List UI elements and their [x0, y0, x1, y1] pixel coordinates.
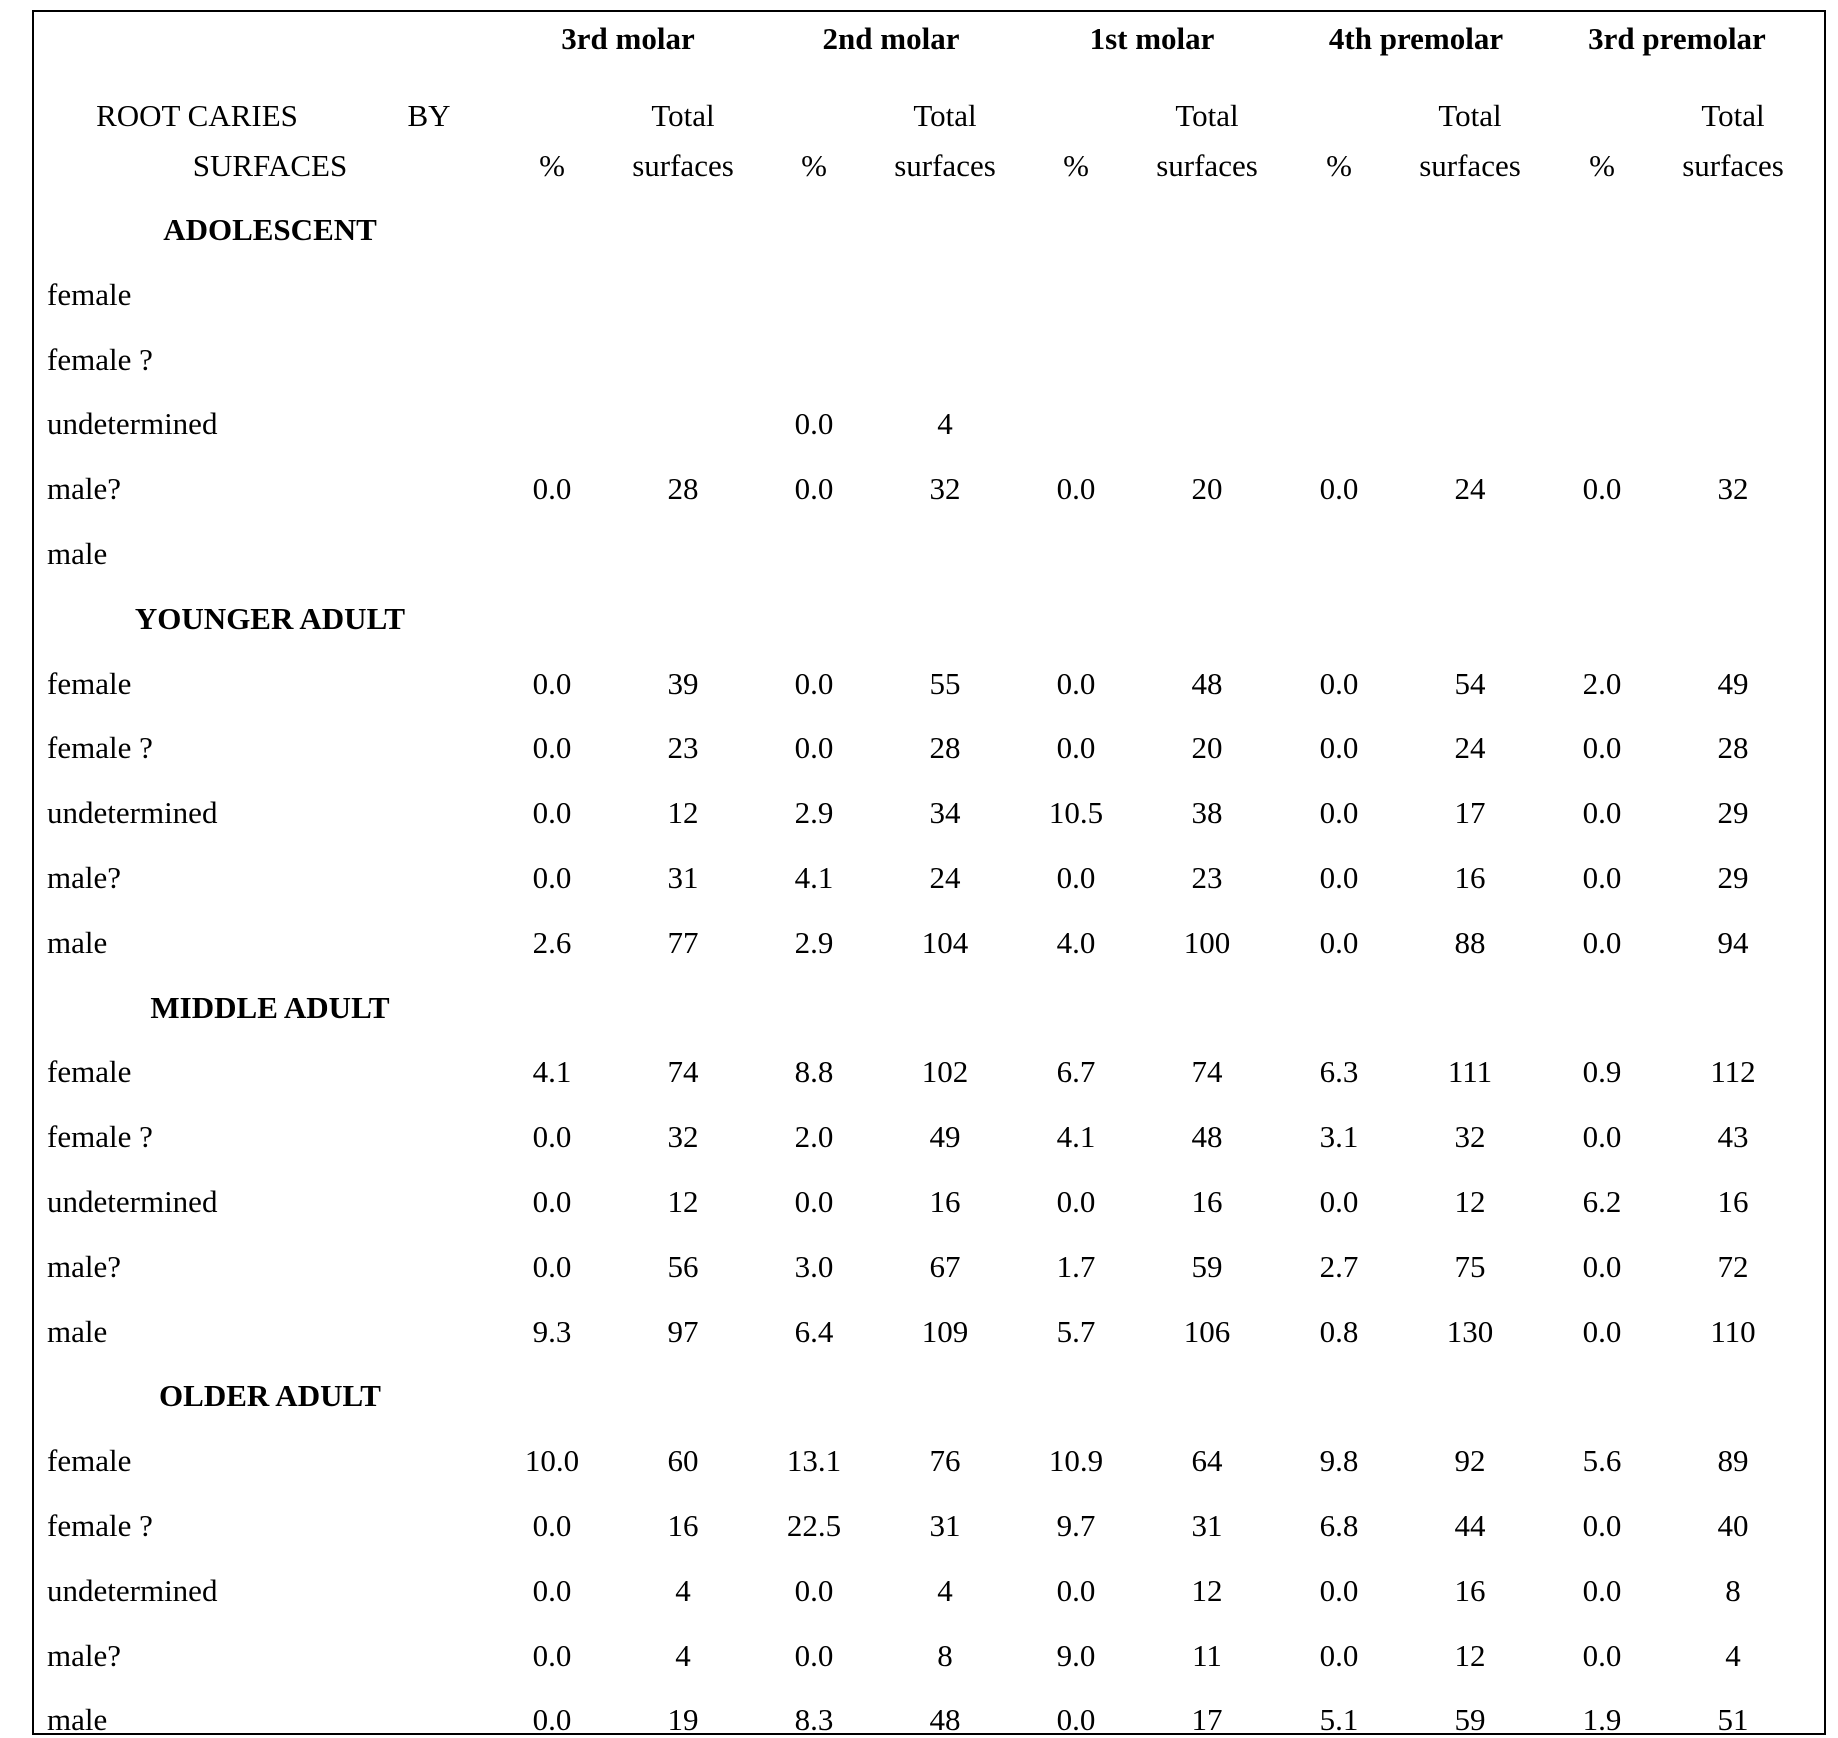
total-cell: 34 — [929, 795, 961, 831]
total-cell: 56 — [667, 1248, 699, 1284]
pct-column-header: % — [539, 148, 565, 183]
total-cell: 16 — [1191, 1184, 1223, 1219]
pct-cell: 5.1 — [1319, 1702, 1359, 1738]
pct-cell: 6.4 — [794, 1313, 834, 1349]
pct-cell: 0.0 — [1582, 1508, 1622, 1543]
total-column-header: Total — [913, 98, 977, 133]
tooth-header: 2nd molar — [822, 21, 960, 56]
pct-cell: 4.0 — [1056, 924, 1096, 960]
row-label: undetermined — [47, 795, 218, 831]
pct-cell: 3.0 — [794, 1248, 834, 1284]
tooth-header: 4th premolar — [1328, 21, 1504, 56]
total-cell: 102 — [921, 1054, 969, 1090]
pct-cell: 0.0 — [1319, 1184, 1359, 1219]
surfaces-column-header: surfaces — [632, 148, 734, 183]
total-cell: 100 — [1183, 924, 1231, 960]
total-column-header: Total — [1701, 98, 1765, 133]
pct-cell: 22.5 — [786, 1508, 842, 1543]
pct-cell: 0.0 — [1582, 1637, 1622, 1673]
pct-cell: 0.0 — [1056, 1702, 1096, 1738]
pct-cell: 5.6 — [1582, 1443, 1622, 1479]
row-label: male — [47, 924, 108, 960]
row-label: male — [47, 1702, 108, 1738]
total-cell: 40 — [1717, 1508, 1749, 1543]
pct-cell: 0.0 — [1056, 730, 1096, 766]
pct-cell: 0.0 — [1319, 924, 1359, 960]
pct-cell: 0.0 — [532, 1508, 572, 1543]
pct-cell: 0.0 — [1582, 795, 1622, 831]
pct-cell: 1.9 — [1582, 1702, 1622, 1738]
total-cell: 32 — [667, 1119, 699, 1155]
total-column-header: Total — [1438, 98, 1502, 133]
row-label: female ? — [47, 341, 153, 377]
pct-cell: 0.0 — [532, 1572, 572, 1608]
total-cell: 28 — [667, 471, 699, 507]
pct-cell: 0.0 — [1582, 471, 1622, 507]
pct-cell: 6.3 — [1319, 1054, 1359, 1090]
total-cell: 104 — [921, 924, 969, 960]
total-cell: 43 — [1717, 1119, 1749, 1155]
total-cell: 94 — [1717, 924, 1749, 960]
row-label: undetermined — [47, 1184, 218, 1219]
pct-cell: 4.1 — [794, 860, 834, 895]
total-cell: 17 — [1454, 795, 1486, 831]
pct-cell: 0.0 — [1319, 1637, 1359, 1673]
pct-cell: 0.0 — [532, 1119, 572, 1155]
root-caries-table — [32, 10, 1826, 1738]
row-label: undetermined — [47, 406, 218, 442]
total-cell: 28 — [1717, 730, 1749, 766]
pct-column-header: % — [1589, 148, 1615, 183]
age-group-title: ADOLESCENT — [163, 212, 377, 247]
pct-cell: 0.0 — [1056, 1184, 1096, 1219]
row-label: female ? — [47, 1119, 153, 1155]
pct-cell: 0.0 — [794, 730, 834, 766]
pct-cell: 2.0 — [794, 1119, 834, 1155]
pct-cell: 0.0 — [1056, 860, 1096, 895]
total-cell: 60 — [667, 1443, 699, 1479]
total-cell: 4 — [937, 1572, 953, 1608]
pct-cell: 2.0 — [1582, 665, 1622, 701]
tooth-header: 3rd premolar — [1588, 21, 1766, 56]
pct-cell: 0.0 — [532, 471, 572, 507]
pct-cell: 0.0 — [1319, 730, 1359, 766]
pct-cell: 0.0 — [532, 665, 572, 701]
pct-cell: 0.0 — [532, 1702, 572, 1738]
total-cell: 49 — [929, 1119, 961, 1155]
total-cell: 110 — [1710, 1313, 1756, 1349]
row-label: male? — [47, 1637, 122, 1673]
row-label: female ? — [47, 1508, 153, 1543]
total-cell: 64 — [1191, 1443, 1223, 1479]
total-cell: 8 — [1725, 1572, 1741, 1608]
surfaces-column-header: surfaces — [1156, 148, 1258, 183]
pct-cell: 0.0 — [1319, 860, 1359, 895]
total-cell: 54 — [1454, 665, 1486, 701]
row-label: male? — [47, 1248, 122, 1284]
surfaces-column-header: surfaces — [1419, 148, 1521, 183]
pct-cell: 0.0 — [794, 406, 834, 442]
total-cell: 89 — [1717, 1443, 1749, 1479]
pct-cell: 0.0 — [1582, 1313, 1622, 1349]
row-label: female ? — [47, 730, 153, 766]
pct-cell: 0.0 — [794, 471, 834, 507]
pct-cell: 0.0 — [532, 1248, 572, 1284]
row-label: male? — [47, 471, 122, 507]
pct-cell: 0.0 — [1319, 795, 1359, 831]
row-label: female — [47, 1443, 132, 1479]
pct-cell: 0.0 — [1319, 665, 1359, 701]
pct-cell: 0.0 — [794, 1637, 834, 1673]
total-cell: 112 — [1710, 1054, 1756, 1090]
total-cell: 12 — [667, 1184, 699, 1219]
total-cell: 92 — [1454, 1443, 1486, 1479]
row-label-header: ROOT CARIES — [96, 98, 298, 133]
total-cell: 8 — [937, 1637, 953, 1673]
pct-cell: 0.0 — [1319, 1572, 1359, 1608]
total-cell: 76 — [929, 1443, 961, 1479]
total-cell: 74 — [1191, 1054, 1223, 1090]
pct-cell: 2.6 — [532, 924, 572, 960]
pct-cell: 9.0 — [1056, 1637, 1096, 1673]
pct-cell: 10.0 — [524, 1443, 580, 1479]
total-cell: 16 — [1454, 860, 1486, 895]
total-cell: 4 — [1725, 1637, 1741, 1673]
pct-cell: 2.7 — [1319, 1248, 1359, 1284]
pct-column-header: % — [1326, 148, 1352, 183]
total-cell: 97 — [667, 1313, 699, 1349]
pct-cell: 0.9 — [1582, 1054, 1622, 1090]
pct-cell: 1.7 — [1056, 1248, 1096, 1284]
pct-cell: 0.0 — [1056, 471, 1096, 507]
row-label: female — [47, 276, 132, 312]
total-cell: 31 — [1191, 1508, 1223, 1543]
total-cell: 4 — [937, 406, 953, 442]
pct-cell: 10.9 — [1048, 1443, 1104, 1479]
total-cell: 12 — [1454, 1637, 1486, 1673]
pct-cell: 6.2 — [1582, 1184, 1622, 1219]
total-cell: 48 — [1191, 1119, 1223, 1155]
pct-cell: 4.1 — [1056, 1119, 1096, 1155]
total-cell: 24 — [1454, 471, 1486, 507]
row-label: male? — [47, 860, 122, 895]
total-cell: 29 — [1717, 795, 1749, 831]
total-cell: 11 — [1192, 1637, 1222, 1673]
pct-cell: 0.0 — [794, 1184, 834, 1219]
total-cell: 111 — [1447, 1054, 1493, 1090]
total-cell: 16 — [1717, 1184, 1749, 1219]
total-cell: 106 — [1183, 1313, 1231, 1349]
total-cell: 20 — [1191, 471, 1223, 507]
pct-cell: 0.0 — [1056, 1572, 1096, 1608]
total-cell: 72 — [1717, 1248, 1749, 1284]
total-column-header: Total — [651, 98, 715, 133]
pct-cell: 0.0 — [1319, 471, 1359, 507]
pct-cell: 0.0 — [794, 1572, 834, 1608]
pct-cell: 0.0 — [794, 665, 834, 701]
surfaces-column-header: surfaces — [1682, 148, 1784, 183]
pct-cell: 3.1 — [1319, 1119, 1359, 1155]
total-cell: 51 — [1717, 1702, 1749, 1738]
total-cell: 32 — [1717, 471, 1749, 507]
total-cell: 16 — [1454, 1572, 1486, 1608]
total-cell: 109 — [921, 1313, 969, 1349]
pct-cell: 0.0 — [532, 730, 572, 766]
pct-cell: 2.9 — [794, 795, 834, 831]
pct-cell: 2.9 — [794, 924, 834, 960]
pct-cell: 4.1 — [532, 1054, 572, 1090]
pct-cell: 9.8 — [1319, 1443, 1359, 1479]
row-label: female — [47, 1054, 132, 1090]
pct-cell: 6.8 — [1319, 1508, 1359, 1543]
row-label: undetermined — [47, 1572, 218, 1608]
row-label: female — [47, 665, 132, 701]
total-cell: 20 — [1191, 730, 1223, 766]
total-cell: 55 — [929, 665, 961, 701]
total-cell: 88 — [1454, 924, 1486, 960]
total-cell: 74 — [667, 1054, 699, 1090]
total-cell: 23 — [1191, 860, 1223, 895]
total-cell: 32 — [929, 471, 961, 507]
pct-cell: 0.0 — [1582, 1119, 1622, 1155]
row-label: male — [47, 1313, 108, 1349]
total-cell: 12 — [667, 795, 699, 831]
total-cell: 17 — [1191, 1702, 1223, 1738]
total-cell: 16 — [667, 1508, 699, 1543]
total-cell: 31 — [929, 1508, 961, 1543]
pct-cell: 0.0 — [1582, 1572, 1622, 1608]
age-group-title: YOUNGER ADULT — [134, 600, 406, 636]
pct-cell: 0.0 — [1056, 665, 1096, 701]
pct-cell: 0.8 — [1319, 1313, 1359, 1349]
age-group-title: MIDDLE ADULT — [150, 989, 390, 1025]
total-cell: 32 — [1454, 1119, 1486, 1155]
pct-cell: 5.7 — [1056, 1313, 1096, 1349]
pct-column-header: % — [801, 148, 827, 183]
total-cell: 130 — [1446, 1313, 1494, 1349]
total-cell: 4 — [675, 1637, 691, 1673]
pct-cell: 0.0 — [532, 795, 572, 831]
surfaces-column-header: surfaces — [894, 148, 996, 183]
total-cell: 77 — [667, 924, 699, 960]
age-group-title: OLDER ADULT — [159, 1378, 381, 1414]
total-cell: 48 — [929, 1702, 961, 1738]
pct-cell: 9.7 — [1056, 1508, 1096, 1543]
total-cell: 4 — [675, 1572, 691, 1608]
tooth-header: 3rd molar — [561, 21, 695, 56]
total-cell: 24 — [929, 860, 961, 895]
pct-cell: 0.0 — [1582, 924, 1622, 960]
pct-cell: 8.3 — [794, 1702, 834, 1738]
pct-cell: 0.0 — [1582, 860, 1622, 895]
pct-cell: 10.5 — [1048, 795, 1104, 831]
pct-cell: 0.0 — [532, 860, 572, 895]
total-cell: 49 — [1717, 665, 1749, 701]
total-cell: 12 — [1191, 1572, 1223, 1608]
total-cell: 44 — [1454, 1508, 1486, 1543]
pct-cell: 6.7 — [1056, 1054, 1096, 1090]
total-cell: 24 — [1454, 730, 1486, 766]
pct-cell: 0.0 — [532, 1184, 572, 1219]
total-cell: 38 — [1191, 795, 1223, 831]
total-cell: 29 — [1717, 860, 1749, 895]
pct-cell: 0.0 — [532, 1637, 572, 1673]
pct-cell: 13.1 — [786, 1443, 842, 1479]
total-cell: 59 — [1454, 1702, 1486, 1738]
total-column-header: Total — [1175, 98, 1239, 133]
pct-cell: 0.0 — [1582, 730, 1622, 766]
pct-column-header: % — [1063, 148, 1089, 183]
total-cell: 48 — [1191, 665, 1223, 701]
pct-cell: 9.3 — [532, 1313, 572, 1349]
total-cell: 67 — [929, 1248, 961, 1284]
total-cell: 23 — [667, 730, 699, 766]
tooth-header: 1st molar — [1089, 21, 1215, 56]
total-cell: 39 — [667, 665, 699, 701]
total-cell: 59 — [1191, 1248, 1223, 1284]
row-label-header-by: BY — [407, 98, 451, 133]
total-cell: 28 — [929, 730, 961, 766]
total-cell: 31 — [667, 860, 699, 895]
total-cell: 75 — [1454, 1248, 1486, 1284]
total-cell: 19 — [667, 1702, 699, 1738]
row-label-header-line2: SURFACES — [192, 148, 348, 183]
pct-cell: 0.0 — [1582, 1248, 1622, 1284]
total-cell: 12 — [1454, 1184, 1486, 1219]
total-cell: 16 — [929, 1184, 961, 1219]
row-label: male — [47, 536, 108, 571]
pct-cell: 8.8 — [794, 1054, 834, 1090]
